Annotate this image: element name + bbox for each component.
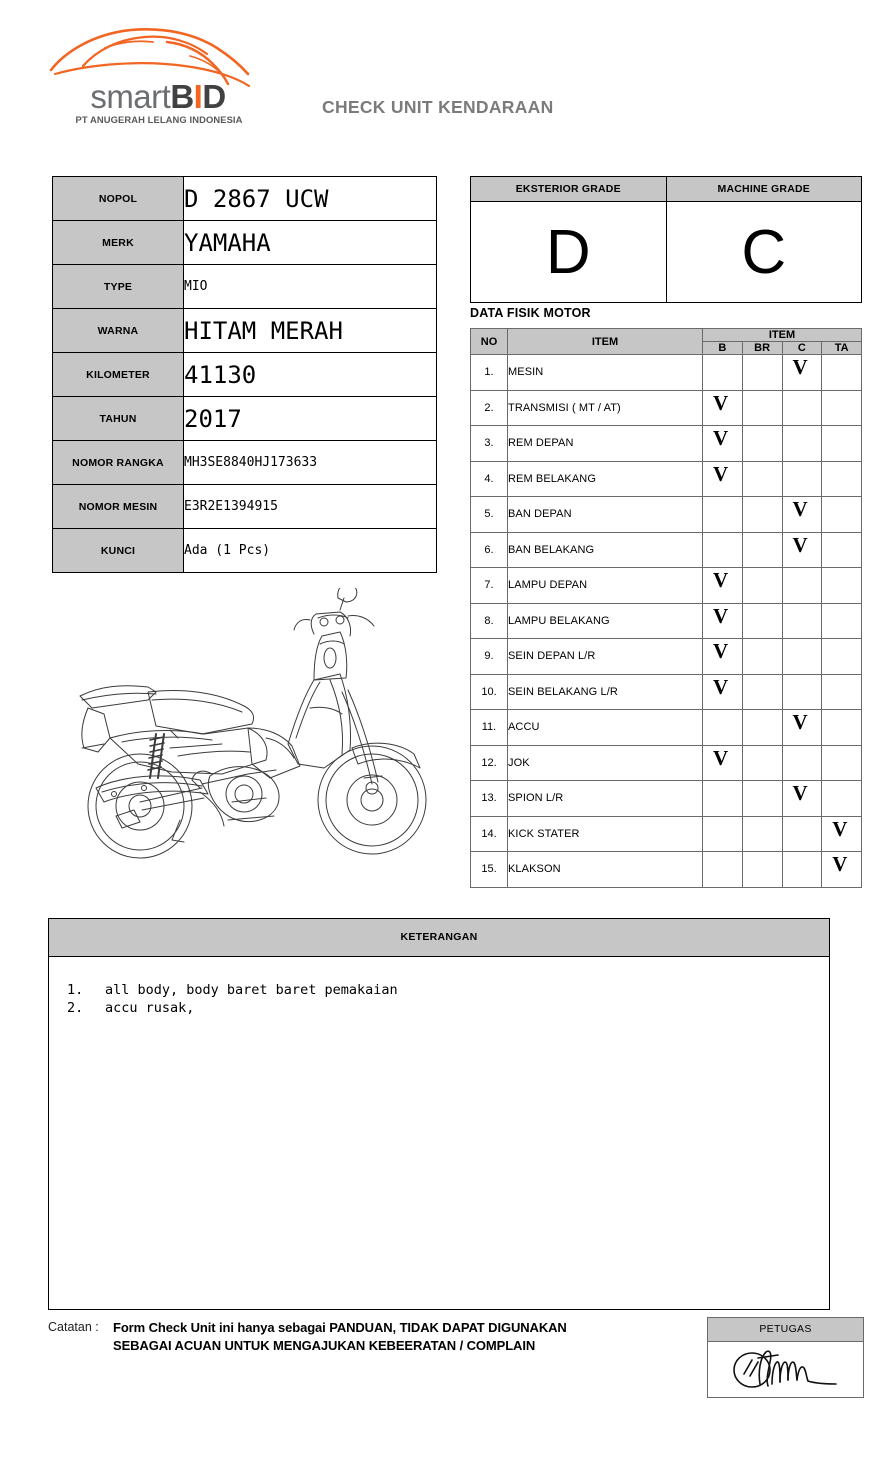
checklist-cell-b[interactable] bbox=[703, 745, 743, 781]
keterangan-note bbox=[67, 999, 829, 1017]
checklist-cell-ta[interactable] bbox=[822, 532, 862, 568]
checklist-cell-br[interactable] bbox=[742, 603, 782, 639]
checklist-row-item: JOK bbox=[508, 745, 703, 781]
col-b-header: B bbox=[703, 342, 743, 355]
table-row bbox=[471, 390, 862, 426]
catatan-label: Catatan : bbox=[48, 1320, 99, 1334]
table-row bbox=[471, 816, 862, 852]
check-mark-icon: V bbox=[792, 710, 808, 734]
checklist-row-item: TRANSMISI ( MT / AT) bbox=[508, 390, 703, 426]
checklist-cell-br[interactable] bbox=[742, 852, 782, 888]
checklist-row-number: 7. bbox=[471, 568, 508, 604]
checklist-cell-c[interactable] bbox=[782, 390, 822, 426]
checklist-cell-b[interactable] bbox=[703, 781, 743, 817]
table-row bbox=[471, 781, 862, 817]
keterangan-note-number: 1. bbox=[67, 982, 84, 998]
checklist-cell-c[interactable] bbox=[782, 355, 822, 391]
grade-table bbox=[470, 176, 862, 303]
checklist-cell-b[interactable] bbox=[703, 816, 743, 852]
checklist-row-number: 10. bbox=[471, 674, 508, 710]
company-logo bbox=[45, 22, 270, 125]
checklist-cell-c[interactable] bbox=[782, 461, 822, 497]
machine-grade-label: MACHINE GRADE bbox=[666, 177, 862, 202]
vehicle-info-value: YAMAHA bbox=[184, 221, 437, 265]
vehicle-info-row bbox=[53, 353, 437, 397]
vehicle-info-label: MERK bbox=[53, 221, 184, 265]
checklist-cell-b[interactable] bbox=[703, 355, 743, 391]
checklist-row-item: BAN DEPAN bbox=[508, 497, 703, 533]
vehicle-info-table bbox=[52, 176, 437, 573]
checklist-row-number: 4. bbox=[471, 461, 508, 497]
check-mark-icon: V bbox=[832, 852, 848, 876]
checklist-cell-b[interactable] bbox=[703, 532, 743, 568]
keterangan-note bbox=[67, 981, 829, 999]
checklist-row-item: ACCU bbox=[508, 710, 703, 746]
vehicle-info-value: Ada (1 Pcs) bbox=[184, 529, 437, 573]
checklist-row-item: REM DEPAN bbox=[508, 426, 703, 462]
check-mark-icon: V bbox=[792, 497, 808, 521]
motorcycle-illustration bbox=[52, 588, 452, 888]
table-row bbox=[471, 355, 862, 391]
checklist-cell-br[interactable] bbox=[742, 745, 782, 781]
checklist-cell-c[interactable] bbox=[782, 745, 822, 781]
logo-wordmark bbox=[53, 80, 263, 113]
checklist-cell-b[interactable] bbox=[703, 461, 743, 497]
checklist-cell-ta[interactable] bbox=[822, 781, 862, 817]
data-fisik-motor-title: DATA FISIK MOTOR bbox=[470, 306, 591, 320]
checklist-cell-ta[interactable] bbox=[822, 603, 862, 639]
table-row bbox=[471, 426, 862, 462]
vehicle-info-label: NOMOR RANGKA bbox=[53, 441, 184, 485]
vehicle-info-label: TYPE bbox=[53, 265, 184, 309]
checklist-cell-br[interactable] bbox=[742, 426, 782, 462]
checklist-head bbox=[471, 329, 862, 355]
eksterior-grade-value: D bbox=[471, 202, 667, 303]
checklist-row-number: 5. bbox=[471, 497, 508, 533]
table-row bbox=[471, 639, 862, 675]
table-row bbox=[471, 568, 862, 604]
vehicle-info-value: 2017 bbox=[184, 397, 437, 441]
page-title: CHECK UNIT KENDARAAN bbox=[322, 97, 554, 117]
checklist-row-item: MESIN bbox=[508, 355, 703, 391]
petugas-label: PETUGAS bbox=[708, 1318, 863, 1342]
checklist-cell-b[interactable] bbox=[703, 710, 743, 746]
checklist-row-item: KLAKSON bbox=[508, 852, 703, 888]
table-row bbox=[471, 497, 862, 533]
checklist-row-number: 14. bbox=[471, 816, 508, 852]
checklist-cell-ta[interactable] bbox=[822, 710, 862, 746]
checklist-cell-c[interactable] bbox=[782, 781, 822, 817]
check-mark-icon: V bbox=[712, 603, 729, 628]
machine-grade-value: C bbox=[666, 202, 862, 303]
vehicle-info-label: KUNCI bbox=[53, 529, 184, 573]
logo-i-text: I bbox=[193, 78, 203, 115]
checklist-cell-b[interactable] bbox=[703, 639, 743, 675]
checklist-cell-ta[interactable] bbox=[822, 674, 862, 710]
keterangan-notes bbox=[49, 957, 829, 1309]
col-item-header: ITEM bbox=[508, 329, 703, 355]
checklist-cell-b[interactable] bbox=[703, 390, 743, 426]
col-no-header: NO bbox=[471, 329, 508, 355]
vehicle-info-body bbox=[53, 177, 437, 573]
vehicle-info-label: NOMOR MESIN bbox=[53, 485, 184, 529]
check-mark-icon: V bbox=[712, 639, 729, 663]
checklist-cell-b[interactable] bbox=[703, 426, 743, 462]
vehicle-info-value: MIO bbox=[184, 265, 437, 309]
checklist-header-row-1 bbox=[471, 329, 862, 342]
checklist-cell-ta[interactable] bbox=[822, 390, 862, 426]
table-row bbox=[471, 532, 862, 568]
checklist-table bbox=[470, 328, 862, 888]
check-mark-icon: V bbox=[712, 745, 729, 770]
checklist-cell-ta[interactable] bbox=[822, 461, 862, 497]
checklist-row-item: LAMPU DEPAN bbox=[508, 568, 703, 604]
checklist-row-number: 1. bbox=[471, 355, 508, 391]
check-mark-icon: V bbox=[792, 781, 808, 805]
vehicle-info-row bbox=[53, 441, 437, 485]
keterangan-title: KETERANGAN bbox=[49, 919, 829, 957]
checklist-row-item: KICK STATER bbox=[508, 816, 703, 852]
check-mark-icon: V bbox=[792, 355, 808, 379]
grade-header-row bbox=[471, 177, 862, 202]
vehicle-info-label: TAHUN bbox=[53, 397, 184, 441]
check-mark-icon: V bbox=[792, 532, 808, 557]
checklist-cell-c[interactable] bbox=[782, 852, 822, 888]
check-mark-icon: V bbox=[712, 461, 729, 486]
checklist-cell-ta[interactable] bbox=[822, 568, 862, 604]
checklist-cell-br[interactable] bbox=[742, 816, 782, 852]
vehicle-info-label: KILOMETER bbox=[53, 353, 184, 397]
table-row bbox=[471, 852, 862, 888]
checklist-cell-b[interactable] bbox=[703, 497, 743, 533]
keterangan-note-text: accu rusak, bbox=[105, 1000, 195, 1017]
vehicle-info-value: D 2867 UCW bbox=[184, 177, 437, 221]
table-row bbox=[471, 745, 862, 781]
checklist-cell-ta[interactable] bbox=[822, 745, 862, 781]
checklist-cell-b[interactable] bbox=[703, 852, 743, 888]
checklist-cell-c[interactable] bbox=[782, 710, 822, 746]
table-row bbox=[471, 710, 862, 746]
checklist-row-item: SEIN BELAKANG L/R bbox=[508, 674, 703, 710]
checklist-body bbox=[471, 355, 862, 888]
checklist-cell-ta[interactable] bbox=[822, 355, 862, 391]
checklist-cell-b[interactable] bbox=[703, 568, 743, 604]
vehicle-info-value: MH3SE8840HJ173633 bbox=[184, 441, 437, 485]
page-header bbox=[0, 0, 878, 150]
checklist-row-number: 6. bbox=[471, 532, 508, 568]
checklist-cell-c[interactable] bbox=[782, 568, 822, 604]
checklist-row-number: 8. bbox=[471, 603, 508, 639]
checklist-row-item: REM BELAKANG bbox=[508, 461, 703, 497]
checklist-cell-br[interactable] bbox=[742, 781, 782, 817]
checklist-cell-br[interactable] bbox=[742, 674, 782, 710]
checklist-row-item: SPION L/R bbox=[508, 781, 703, 817]
vehicle-info-row bbox=[53, 529, 437, 573]
checklist-cell-b[interactable] bbox=[703, 674, 743, 710]
checklist-cell-ta[interactable] bbox=[822, 426, 862, 462]
vehicle-info-row bbox=[53, 265, 437, 309]
logo-d-text: D bbox=[202, 78, 226, 115]
keterangan-box bbox=[48, 918, 830, 1310]
eksterior-grade-label: EKSTERIOR GRADE bbox=[471, 177, 667, 202]
vehicle-info-row bbox=[53, 177, 437, 221]
checklist-cell-c[interactable] bbox=[782, 532, 822, 568]
vehicle-info-value: E3R2E1394915 bbox=[184, 485, 437, 529]
vehicle-info-value: 41130 bbox=[184, 353, 437, 397]
checklist-cell-ta[interactable] bbox=[822, 497, 862, 533]
checklist-row-item: LAMPU BELAKANG bbox=[508, 603, 703, 639]
vehicle-info-row bbox=[53, 485, 437, 529]
col-group-header: ITEM bbox=[703, 329, 862, 342]
petugas-signature bbox=[708, 1342, 863, 1397]
catatan-text: Form Check Unit ini hanya sebagai PANDUAN, TIDAK DAPAT DIGUNAKAN SEBAGAI ACUAN UNTUK MENGAJUKAN KEBEERATAN / COMPLAIN bbox=[113, 1320, 567, 1354]
signature-icon bbox=[720, 1344, 850, 1394]
checklist-row-number: 12. bbox=[471, 745, 508, 781]
vehicle-info-row bbox=[53, 221, 437, 265]
checklist-row-item: SEIN DEPAN L/R bbox=[508, 639, 703, 675]
logo-subtitle: PT ANUGERAH LELANG INDONESIA bbox=[75, 114, 243, 125]
checklist-row-number: 2. bbox=[471, 390, 508, 426]
checklist-cell-c[interactable] bbox=[782, 639, 822, 675]
vehicle-info-value: HITAM MERAH bbox=[184, 309, 437, 353]
checklist-cell-ta[interactable] bbox=[822, 639, 862, 675]
col-c-header: C bbox=[782, 342, 822, 355]
checklist-cell-br[interactable] bbox=[742, 390, 782, 426]
petugas-box bbox=[707, 1317, 864, 1398]
check-mark-icon: V bbox=[832, 816, 848, 841]
checklist-cell-c[interactable] bbox=[782, 426, 822, 462]
checklist-row-number: 13. bbox=[471, 781, 508, 817]
check-mark-icon: V bbox=[712, 426, 729, 450]
checklist-row-number: 3. bbox=[471, 426, 508, 462]
checklist-cell-br[interactable] bbox=[742, 532, 782, 568]
col-br-header: BR bbox=[742, 342, 782, 355]
keterangan-note-text: all body, body baret baret pemakaian bbox=[105, 982, 398, 998]
checklist-cell-br[interactable] bbox=[742, 639, 782, 675]
checklist-cell-ta[interactable] bbox=[822, 816, 862, 852]
checklist-row-number: 15. bbox=[471, 852, 508, 888]
checklist-cell-c[interactable] bbox=[782, 674, 822, 710]
checklist-cell-ta[interactable] bbox=[822, 852, 862, 888]
check-mark-icon: V bbox=[712, 390, 729, 415]
checklist-cell-c[interactable] bbox=[782, 497, 822, 533]
checklist-cell-b[interactable] bbox=[703, 603, 743, 639]
keterangan-note-number: 2. bbox=[67, 1000, 84, 1017]
vehicle-info-row bbox=[53, 397, 437, 441]
checklist-cell-br[interactable] bbox=[742, 568, 782, 604]
grade-value-row bbox=[471, 202, 862, 303]
checklist-cell-c[interactable] bbox=[782, 816, 822, 852]
table-row bbox=[471, 603, 862, 639]
checklist-row-number: 11. bbox=[471, 710, 508, 746]
col-ta-header: TA bbox=[822, 342, 862, 355]
checklist-row-number: 9. bbox=[471, 639, 508, 675]
check-mark-icon: V bbox=[712, 674, 729, 699]
checklist-cell-br[interactable] bbox=[742, 710, 782, 746]
table-row bbox=[471, 674, 862, 710]
checklist-cell-c[interactable] bbox=[782, 603, 822, 639]
checklist-cell-br[interactable] bbox=[742, 461, 782, 497]
check-mark-icon: V bbox=[712, 568, 729, 592]
vehicle-info-row bbox=[53, 309, 437, 353]
checklist-cell-br[interactable] bbox=[742, 355, 782, 391]
vehicle-info-label: WARNA bbox=[53, 309, 184, 353]
checklist-row-item: BAN BELAKANG bbox=[508, 532, 703, 568]
vehicle-info-label: NOPOL bbox=[53, 177, 184, 221]
logo-b-text: B bbox=[170, 78, 194, 115]
table-row bbox=[471, 461, 862, 497]
logo-smart-text: smart bbox=[90, 78, 171, 115]
checklist-cell-br[interactable] bbox=[742, 497, 782, 533]
